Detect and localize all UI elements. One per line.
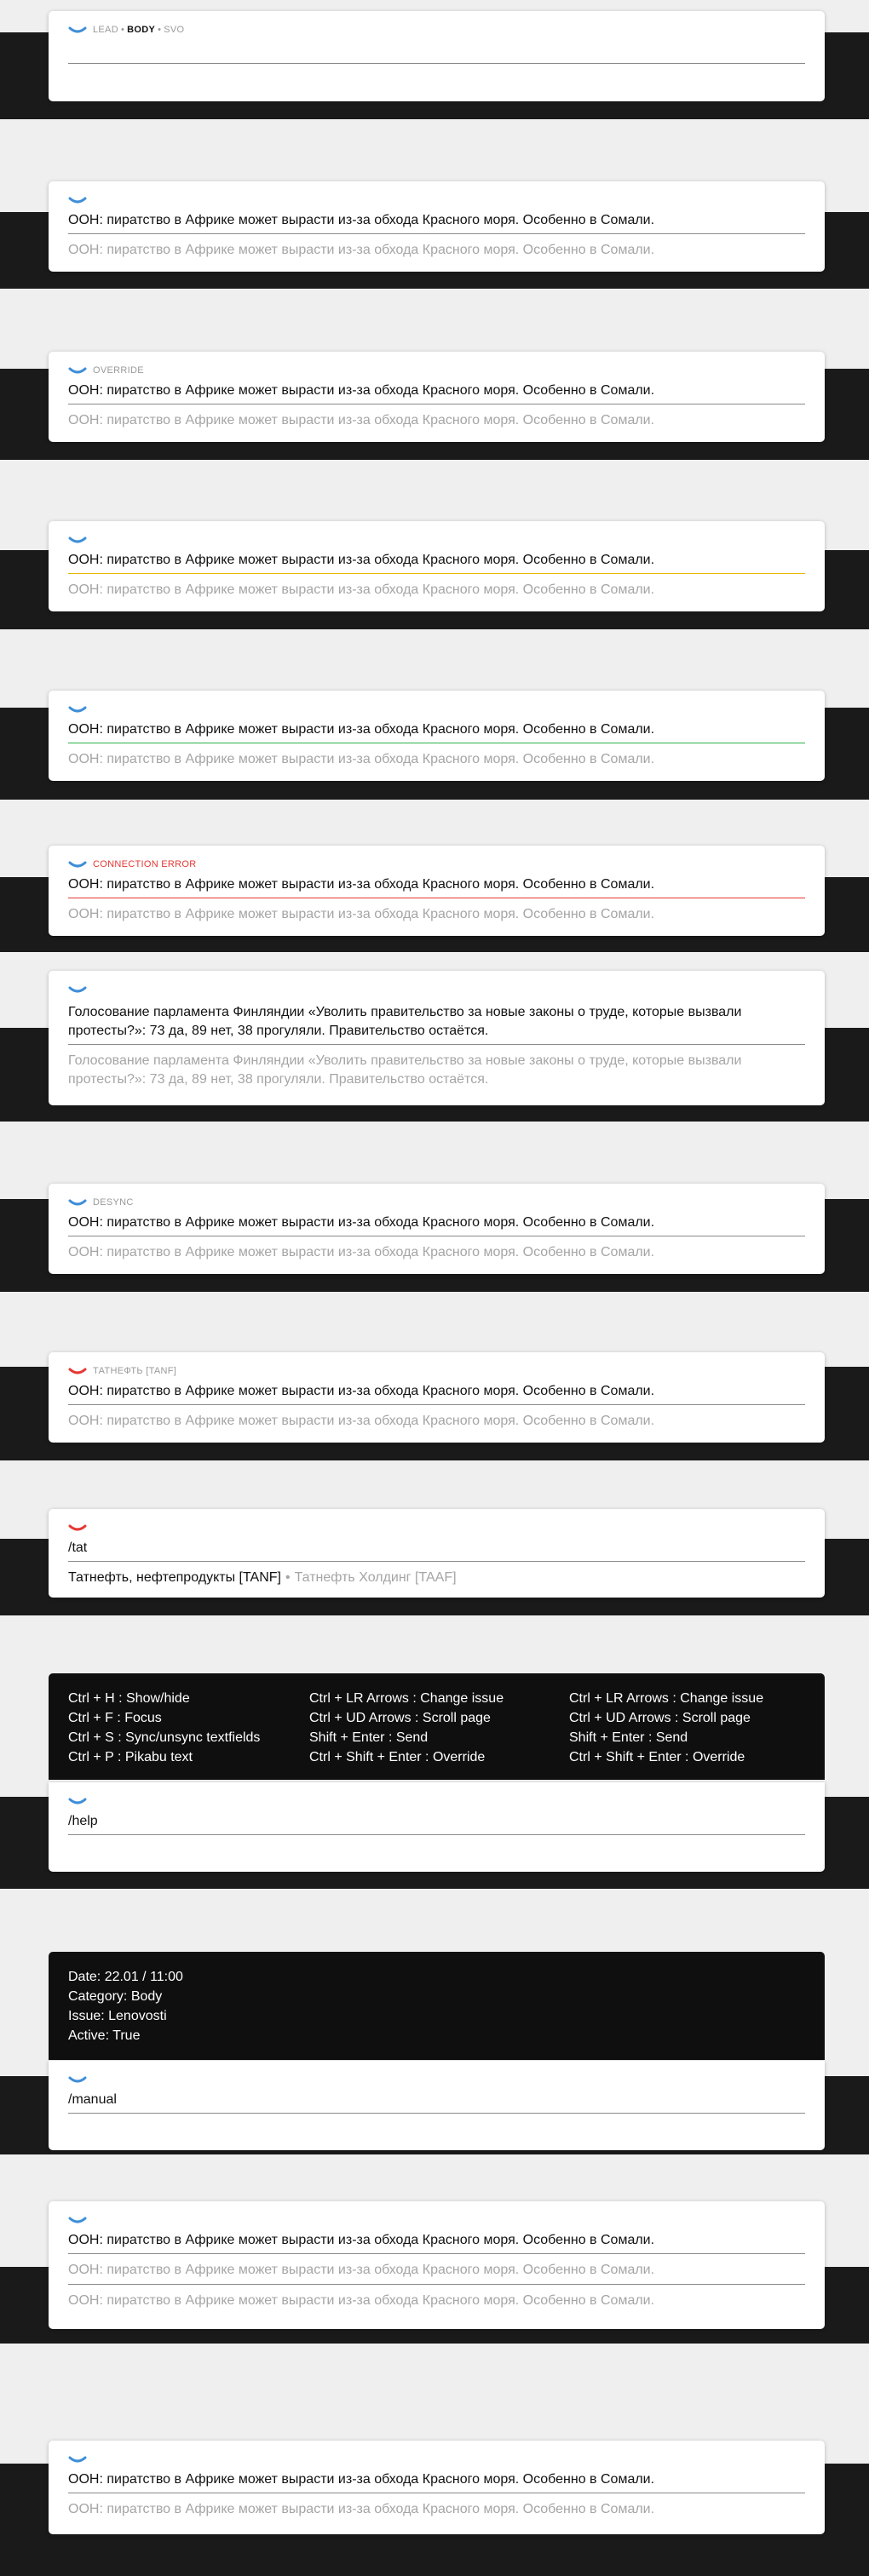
help-panel (49, 1673, 825, 1780)
synced-preview: ООН: пиратство в Африке может вырасти из-за обхода Красного моря. Особенно в Сомали. (68, 1245, 655, 1259)
shortcut-line: Shift + Enter : Send (309, 1730, 429, 1745)
headline-input[interactable]: ООН: пиратство в Африке может вырасти из-за обхода Красного моря. Особенно в Сомали. (68, 207, 805, 234)
synced-preview: ООН: пиратство в Африке может вырасти из-за обхода Красного моря. Особенно в Сомали. (68, 243, 655, 257)
shortcut-line: Ctrl + LR Arrows : Change issue (569, 1691, 764, 1706)
headline-input[interactable]: ООН: пиратство в Африке может вырасти из-за обхода Красного моря. Особенно в Сомали. (68, 377, 805, 404)
command-input[interactable]: /tat (68, 1535, 805, 1562)
editor-card-desync (49, 1184, 825, 1274)
synced-preview: ООН: пиратство в Африке может вырасти из-за обхода Красного моря. Особенно в Сомали. (68, 2254, 805, 2285)
tab-body[interactable]: BODY (127, 25, 156, 35)
override-badge: OVERRIDE (93, 365, 144, 376)
headline-input[interactable]: ООН: пиратство в Африке может вырасти из-за обхода Красного моря. Особенно в Сомали. (68, 1209, 805, 1236)
tab-svo[interactable]: SVO (164, 25, 185, 35)
synced-preview: ООН: пиратство в Африке может вырасти из-за обхода Красного моря. Особенно в Сомали. (68, 2293, 655, 2308)
shortcut-line: Ctrl + LR Arrows : Change issue (309, 1691, 504, 1706)
ticker-badge: ТАТНЕФТЬ [TANF] (93, 1366, 177, 1376)
help-column (309, 1689, 569, 1767)
cursor-blue-icon (68, 536, 87, 544)
shortcut-line: Ctrl + Shift + Enter : Override (309, 1750, 486, 1764)
editor-card-manual (49, 2061, 825, 2150)
synced-preview: ООН: пиратство в Африке может вырасти из-за обхода Красного моря. Особенно в Сомали. (68, 582, 655, 597)
cursor-blue-icon (68, 1198, 87, 1207)
headline-input[interactable]: ООН: пиратство в Африке может вырасти из-за обхода Красного моря. Особенно в Сомали. (68, 2227, 805, 2254)
cursor-blue-icon (68, 2075, 87, 2084)
headline-input[interactable] (68, 37, 805, 64)
command-input[interactable]: /help (68, 1808, 805, 1835)
cursor-blue-icon (68, 860, 87, 869)
tab-lead[interactable]: LEAD (93, 25, 118, 35)
headline-input[interactable]: ООН: пиратство в Африке может вырасти из-за обхода Красного моря. Особенно в Сомали. (68, 1378, 805, 1405)
cursor-red-icon (68, 1523, 87, 1532)
cursor-red-icon (68, 1367, 87, 1375)
suggestion-secondary[interactable]: Татнефть Холдинг [TAAF] (294, 1570, 457, 1585)
cursor-blue-icon (68, 1797, 87, 1805)
editor-card-override (49, 352, 825, 442)
cursor-blue-icon (68, 366, 87, 375)
shortcut-line: Ctrl + H : Show/hide (68, 1691, 190, 1706)
synced-preview: ООН: пиратство в Африке может вырасти из-за обхода Красного моря. Особенно в Сомали. (68, 2502, 655, 2516)
shortcut-line: Ctrl + P : Pikabu text (68, 1750, 193, 1764)
headline-input[interactable]: Голосование парламента Финляндии «Уволить правительство за новые законы о труде, которые вызвали протесты?»: 73 да, 89 нет, 38 прогуляли. Правительство остаётся. (68, 996, 805, 1045)
headline-input[interactable]: ООН: пиратство в Африке может вырасти из-за обхода Красного моря. Особенно в Сомали. (68, 2466, 805, 2493)
manual-date: Date: 22.01 / 11:00 (68, 1970, 183, 1984)
connection-error-badge: CONNECTION ERROR (93, 859, 197, 869)
cursor-blue-icon (68, 2216, 87, 2224)
manual-issue: Issue: Lenovosti (68, 2009, 167, 2023)
headline-input[interactable]: ООН: пиратство в Африке может вырасти из-за обхода Красного моря. Особенно в Сомали. (68, 716, 805, 743)
manual-category: Category: Body (68, 1989, 163, 2004)
synced-preview: ООН: пиратство в Африке может вырасти из-за обхода Красного моря. Особенно в Сомали. (68, 1414, 655, 1428)
editor-card (49, 2441, 825, 2534)
synced-preview: ООН: пиратство в Африке может вырасти из-за обхода Красного моря. Особенно в Сомали. (68, 413, 655, 427)
editor-card-pending (49, 521, 825, 611)
editor-card-ticker (49, 1352, 825, 1443)
cursor-blue-icon (68, 196, 87, 204)
headline-input[interactable]: ООН: пиратство в Африке может вырасти из-за обхода Красного моря. Особенно в Сомали. (68, 871, 805, 898)
cursor-blue-icon (68, 705, 87, 714)
manual-active: Active: True (68, 2028, 141, 2043)
shortcut-line: Ctrl + S : Sync/unsync textfields (68, 1730, 261, 1745)
editor-card-sent (49, 691, 825, 781)
desync-badge: DESYNC (93, 1197, 134, 1208)
suggestion-primary[interactable]: Татнефть, нефтепродукты [TANF] (68, 1570, 281, 1585)
command-input[interactable]: /manual (68, 2086, 805, 2114)
editor-card-command (49, 1509, 825, 1598)
manual-panel (49, 1952, 825, 2060)
editor-card (49, 181, 825, 272)
shortcut-line: Ctrl + F : Focus (68, 1711, 162, 1725)
shortcut-line: Shift + Enter : Send (569, 1730, 688, 1745)
autocomplete-suggestions: Татнефть, нефтепродукты [TANF] • Татнефть Холдинг [TAAF] (68, 1570, 457, 1585)
editor-card-long (49, 971, 825, 1105)
help-column (68, 1689, 309, 1767)
editor-card-empty (49, 11, 825, 101)
editor-card-connection-error (49, 846, 825, 936)
help-column (569, 1689, 805, 1767)
synced-preview: Голосование парламента Финляндии «Уволить правительство за новые законы о труде, которые вызвали протесты?»: 73 да, 89 нет, 38 прогуляли. Правительство остаётся. (68, 1053, 742, 1087)
synced-preview: ООН: пиратство в Африке может вырасти из-за обхода Красного моря. Особенно в Сомали. (68, 907, 655, 921)
mode-tabs: LEAD • BODY • SVO (93, 25, 185, 35)
editor-card-help (49, 1782, 825, 1872)
editor-card-double (49, 2201, 825, 2329)
headline-input[interactable]: ООН: пиратство в Африке может вырасти из-за обхода Красного моря. Особенно в Сомали. (68, 547, 805, 574)
shortcut-line: Ctrl + UD Arrows : Scroll page (309, 1711, 491, 1725)
cursor-blue-icon (68, 2455, 87, 2464)
synced-preview: ООН: пиратство в Африке может вырасти из-за обхода Красного моря. Особенно в Сомали. (68, 752, 655, 766)
cursor-blue-icon (68, 26, 87, 34)
shortcut-line: Ctrl + UD Arrows : Scroll page (569, 1711, 751, 1725)
cursor-blue-icon (68, 985, 87, 994)
shortcut-line: Ctrl + Shift + Enter : Override (569, 1750, 745, 1764)
